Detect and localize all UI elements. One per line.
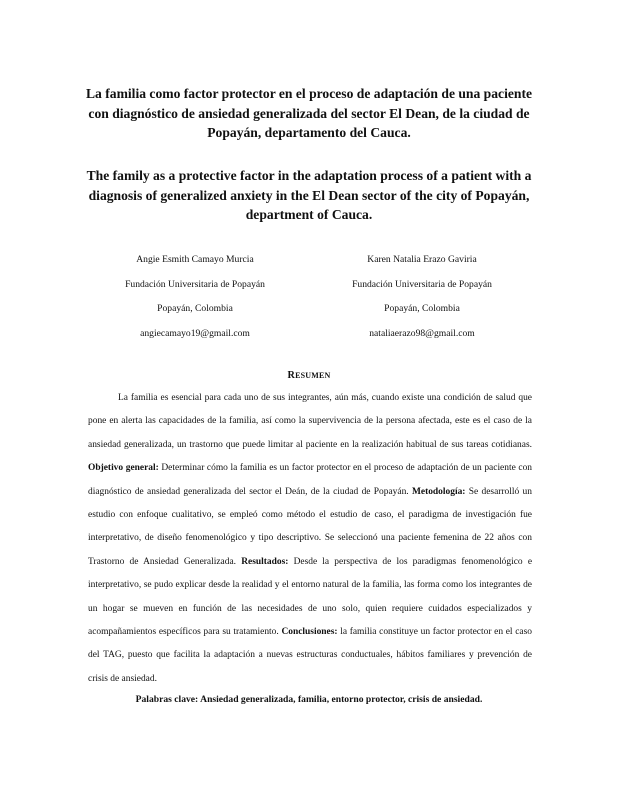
author-institution: Fundación Universitaria de Popayán bbox=[352, 278, 492, 290]
author-block-2 bbox=[322, 248, 522, 347]
title-english: The family as a protective factor in the adaptation process of a patient with a diagnosis of generalized anxiety in the El Dean sector of the city of Popayán, department of Cauca. bbox=[86, 168, 532, 222]
abstract-heading bbox=[0, 370, 618, 381]
method-text: Se desarrolló un estudio con enfoque cualitativo, se empleó como método el estudio de caso, el paradigma de investigación fue interpretativo, de diseño fenomenológico y tipo descriptivo. Se seleccionó una paciente femenina de 22 años con Trastorno de Ansiedad Generalizada. bbox=[88, 486, 532, 567]
abstract-body bbox=[88, 387, 532, 691]
method-label: Metodología: bbox=[411, 486, 466, 497]
objective-text: Determinar cómo la familia es un factor protector en el proceso de adaptación de un paciente con diagnóstico de ansiedad generalizada del sector el Deán, de la ciudad de Popayán. bbox=[88, 463, 533, 497]
author-location: Popayán, Colombia bbox=[157, 303, 233, 315]
conclusions-text: la familia constituye un factor protector en el caso del TAG, puesto que facilita la adaptación a nuevas estructuras conductuales, hábitos familiares y prevención de crisis de ansiedad. bbox=[88, 627, 533, 684]
abstract-heading-initial: R bbox=[287, 370, 296, 381]
results-label: Resultados: bbox=[241, 556, 289, 567]
keywords-text: Ansiedad generalizada, familia, entorno protector, crisis de ansiedad. bbox=[200, 694, 483, 705]
objective-label: Objetivo general: bbox=[88, 463, 159, 474]
keywords-label: Palabras clave: bbox=[135, 694, 199, 705]
author-email: nataliaerazo98@gmail.com bbox=[369, 328, 475, 340]
author-email: angiecamayo19@gmail.com bbox=[140, 328, 250, 340]
conclusions-label: Conclusiones: bbox=[281, 627, 338, 638]
author-block-1 bbox=[95, 248, 295, 347]
keywords-line bbox=[0, 692, 618, 708]
author-institution: Fundación Universitaria de Popayán bbox=[125, 278, 265, 290]
abstract-heading-rest: ESUMEN bbox=[295, 371, 331, 380]
author-location: Popayán, Colombia bbox=[384, 303, 460, 315]
author-name: Angie Esmith Camayo Murcia bbox=[136, 254, 254, 265]
abstract-intro: La familia es esencial para cada uno de sus integrantes, aún más, cuando existe una condición de salud que pone en alerta las capacidades de la familia, así como la supervivencia de la persona afectada, este es el caso de la ansiedad generalizada, un trastorno que puede limitar al paciente en la realización habitual de sus tareas cotidianas. bbox=[88, 393, 532, 450]
results-text: Desde la perspectiva de los paradigmas fenomenológico e interpretativo, se pudo explicar desde la realidad y el entorno natural de la familia, las forma como los integrantes de un hogar se mueven en función de las necesidades de uno solo, quien requiere cuidados especializados y acompañamientos específicos para su tratamiento. bbox=[88, 556, 533, 638]
title-spanish: La familia como factor protector en el proceso de adaptación de una paciente con diagnóstico de ansiedad generalizada del sector El Dean, de la ciudad de Popayán, departamento del Cauca. bbox=[85, 86, 533, 140]
author-name: Karen Natalia Erazo Gaviria bbox=[367, 254, 477, 265]
